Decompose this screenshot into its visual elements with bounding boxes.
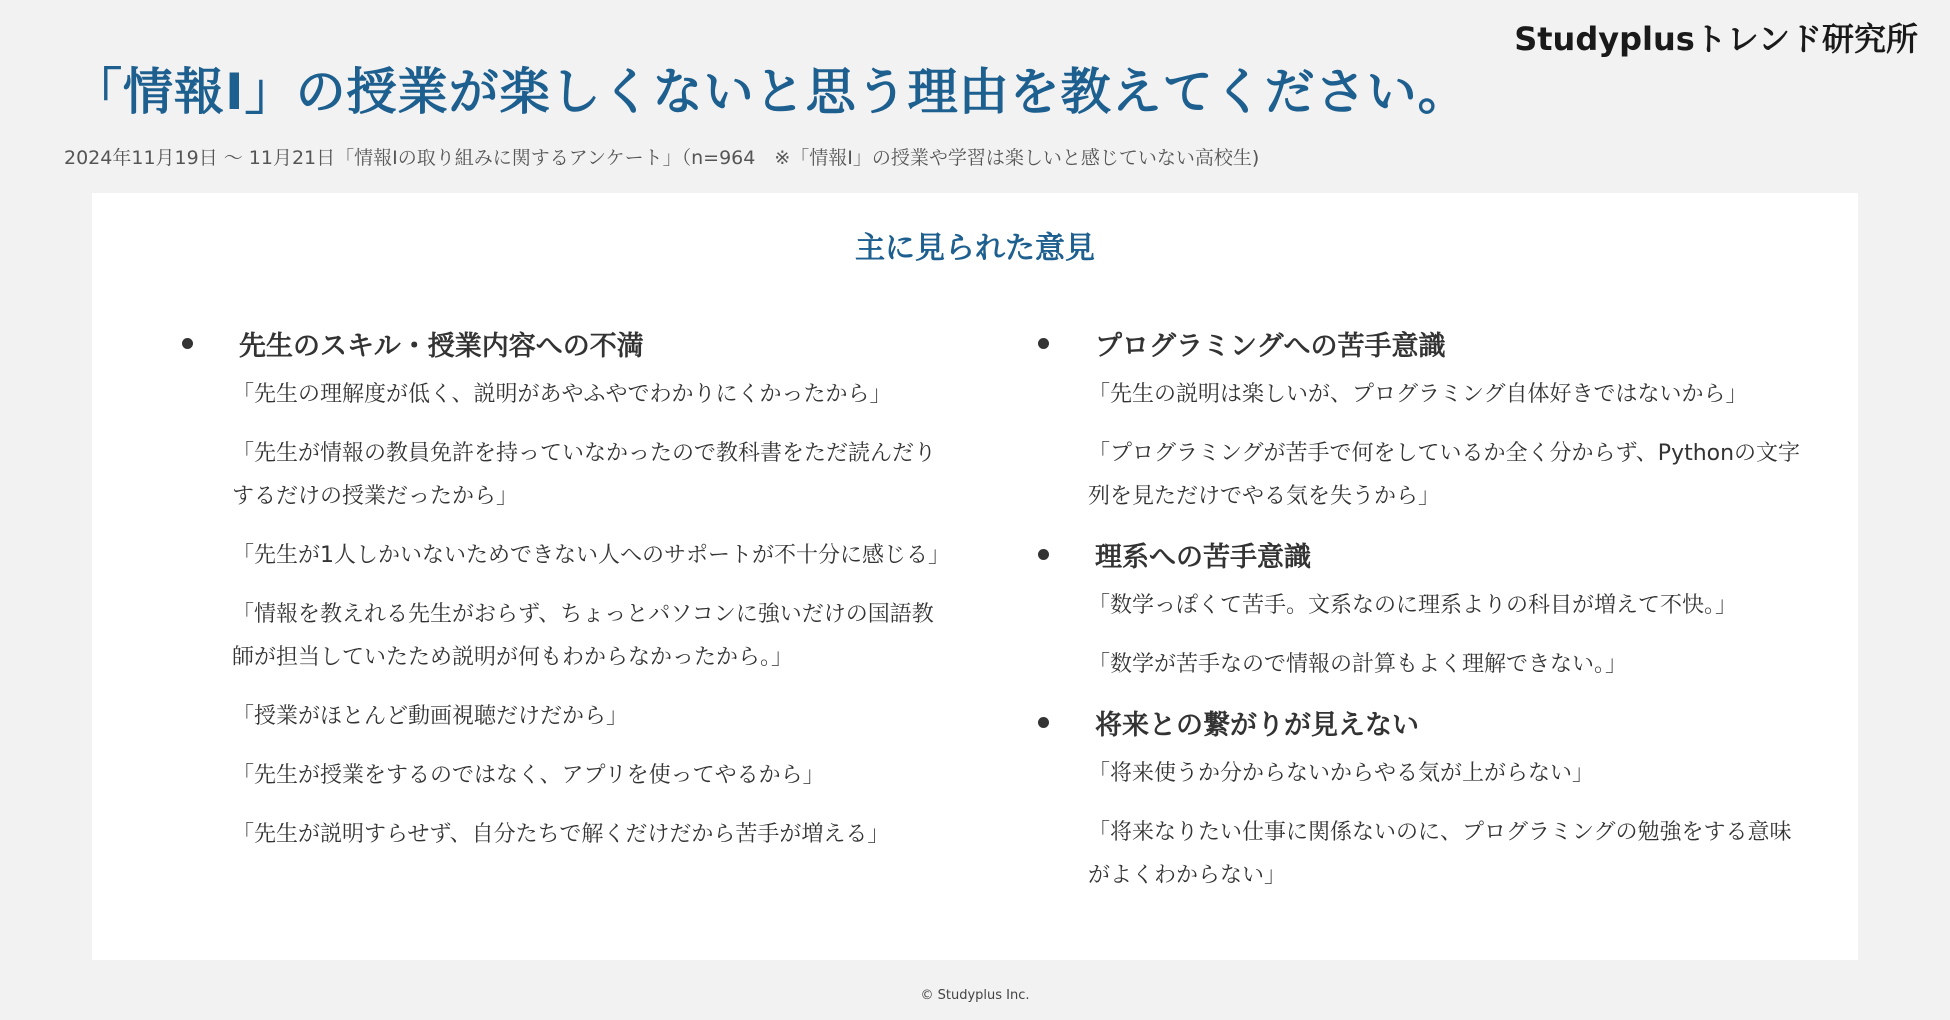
survey-subtitle: 2024年11月19日 〜 11月21日「情報Ⅰの取り組みに関するアンケート」（n=964 ※「情報Ⅰ」の授業や学習は楽しいと感じていない高校生) bbox=[64, 147, 1260, 169]
quote-item: 「先生の理解度が低く、説明があやふやでわかりにくかったから」 bbox=[232, 382, 892, 407]
quote-item: 「情報を教えれる先生がおらず、ちょっとパソコンに強いだけの国語教師が担当していたため説明が何もわからなかったから。」 bbox=[232, 602, 934, 670]
quote-item: 「将来使うか分からないからやる気が上がらない」 bbox=[1088, 761, 1595, 786]
bullet-icon bbox=[1038, 338, 1049, 349]
right-column bbox=[1028, 323, 1808, 913]
category-teacher-skill bbox=[172, 323, 952, 856]
panel-heading: 主に見られた意見 bbox=[855, 231, 1095, 266]
copyright-footer: © Studyplus Inc. bbox=[920, 988, 1030, 1003]
quote-item: 「先生が情報の教員免許を持っていなかったので教科書をただ読んだりするだけの授業だったから」 bbox=[232, 441, 937, 509]
quote-item: 「先生の説明は楽しいが、プログラミング自体好きではないから」 bbox=[1088, 382, 1748, 407]
bullet-icon bbox=[1038, 549, 1049, 560]
category-title-text: 将来との繋がりが見えない bbox=[1095, 709, 1419, 741]
category-programming bbox=[1028, 323, 1808, 518]
opinions-panel bbox=[92, 193, 1858, 960]
category-title-text: 先生のスキル・授業内容への不満 bbox=[239, 330, 644, 362]
category-title bbox=[1028, 534, 1808, 574]
bullet-icon bbox=[1038, 717, 1049, 728]
category-science bbox=[1028, 534, 1808, 686]
left-column bbox=[172, 323, 952, 872]
quote-item: 「先生が説明すらせず、自分たちで解くだけだから苦手が増える」 bbox=[232, 822, 890, 847]
quote-item: 「将来なりたい仕事に関係ないのに、プログラミングの勉強をする意味がよくわからない」 bbox=[1088, 820, 1792, 888]
brand-logo-text: Studyplusトレンド研究所 bbox=[1514, 20, 1918, 58]
quote-item: 「授業がほとんど動画視聴だけだから」 bbox=[232, 704, 629, 729]
quote-item: 「プログラミングが苦手で何をしているか全く分からず、Pythonの文字列を見ただけでやる気を失うから」 bbox=[1088, 441, 1801, 509]
quote-item: 「数学っぽくて苦手。文系なのに理系よりの科目が増えて不快。」 bbox=[1088, 593, 1738, 618]
category-title bbox=[172, 323, 952, 363]
category-title-text: プログラミングへの苦手意識 bbox=[1095, 330, 1446, 362]
bullet-icon bbox=[182, 338, 193, 349]
quote-item: 「先生が授業をするのではなく、アプリを使ってやるから」 bbox=[232, 763, 825, 788]
category-future bbox=[1028, 702, 1808, 897]
page-title: 「情報Ⅰ」の授業が楽しくないと思う理由を教えてください。 bbox=[72, 63, 1469, 121]
category-title bbox=[1028, 702, 1808, 742]
category-title-text: 理系への苦手意識 bbox=[1095, 541, 1311, 573]
quote-item: 「数学が苦手なので情報の計算もよく理解できない。」 bbox=[1088, 652, 1628, 677]
quote-item: 「先生が1人しかいないためできない人へのサポートが不十分に感じる」 bbox=[232, 543, 950, 568]
category-title bbox=[1028, 323, 1808, 363]
